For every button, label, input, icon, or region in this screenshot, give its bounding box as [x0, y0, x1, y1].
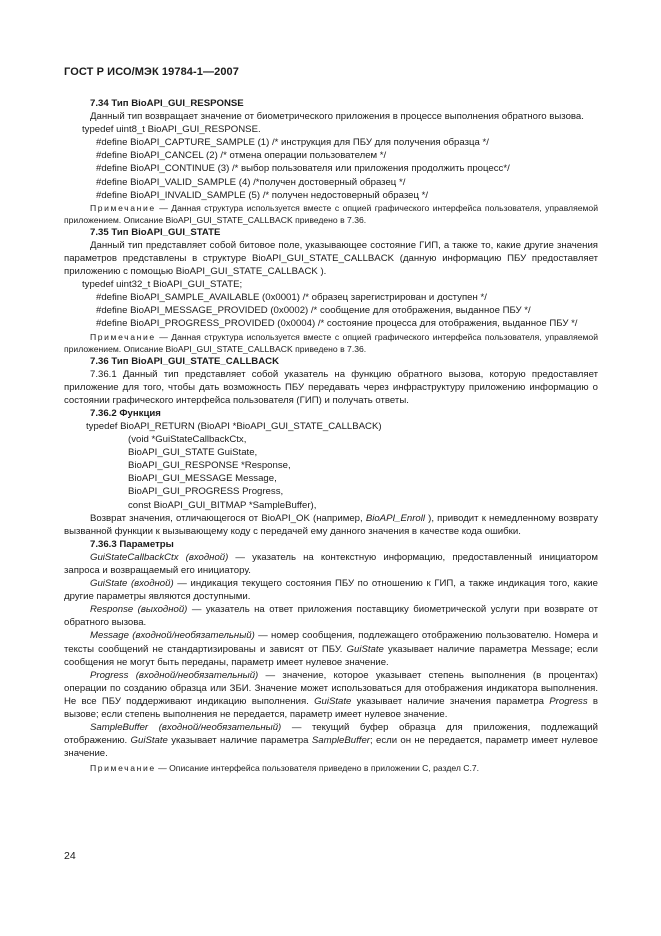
param-desc: — указатель на ответ приложения поставщику биометрической услуги при возврате от обратного вызова.: [64, 604, 598, 629]
define-line: #define BioAPI_INVALID_SAMPLE (5) /* получен недостоверный образец */: [96, 189, 429, 201]
param-line: (void *GuiStateCallbackCtx,: [128, 434, 247, 446]
param-desc: — текущий буфер образца для приложения, подлежащий отображению.: [64, 722, 599, 747]
define-line: #define BioAPI_CANCEL (2) /* отмена операции пользователем */: [96, 150, 387, 162]
param-message: [64, 629, 598, 668]
param-name: Response (выходной): [90, 604, 188, 616]
note-label: Примечание: [90, 763, 156, 774]
return-value-text: [64, 512, 598, 538]
page-number: 24: [64, 850, 76, 862]
typedef-gui-response: typedef uint8_t BioAPI_GUI_RESPONSE.: [82, 124, 261, 136]
text-run-italic: GuiState: [314, 695, 352, 707]
page-body: [64, 97, 598, 774]
text-run-italic: GuiState: [346, 643, 384, 655]
param-progress: [64, 669, 598, 721]
text-run: Возврат значения, отличающегося от BioAPI_OK (например,: [90, 512, 366, 524]
param-line: BioAPI_GUI_RESPONSE *Response,: [128, 460, 291, 472]
define-line: #define BioAPI_CONTINUE (3) /* выбор пользователя или приложения продолжить процесс*/: [96, 163, 510, 175]
section-7-35-heading: 7.35 Тип BioAPI_GUI_STATE: [90, 226, 221, 238]
define-line: #define BioAPI_CAPTURE_SAMPLE (1) /* инструкция для ПБУ для получения образца */: [96, 137, 489, 149]
section-7-34-heading: 7.34 Тип BioAPI_GUI_RESPONSE: [90, 98, 244, 109]
text-run: ), приводит к немедленному возврату вызванной функции к вызывающему коду с передачей ему данного значения в качестве кода ошибки.: [64, 512, 598, 537]
param-desc: в вызове; если степень выполнения не передается, параметр имеет нулевое значение.: [64, 695, 598, 721]
param-desc: — указатель на контекстную информацию, предоставленный инициатором запроса и возвращаемый его инициатору.: [64, 551, 598, 576]
param-desc: — значение, которое указывает степень выполнения (в процентах) операции по созданию образца или ЗБИ. Значение может использоваться для отображения индикатора выполнения. Не все ПБУ поддерживают индикацию выполнения.: [64, 669, 599, 707]
param-desc: указывает наличие параметра Message; если сообщения не могут быть переданы, параметр имеет нулевое значение.: [64, 643, 598, 668]
param-name: GuiStateCallbackCtx (входной): [90, 551, 229, 563]
param-name: SampleBuffer (входной/необязательный): [90, 722, 282, 734]
param-sample-buffer: [64, 721, 598, 760]
define-line: #define BioAPI_MESSAGE_PROVIDED (0x0002) /* сообщение для отображения, выданное ПБУ */: [96, 305, 531, 317]
param-name: GuiState (входной): [90, 578, 174, 590]
param-gui-state-callback-ctx: [64, 551, 598, 577]
param-desc: указывает наличие параметра: [167, 735, 312, 747]
note-7-35: [64, 331, 598, 355]
param-desc: — номер сообщения, подлежащего отображению пользователю. Номера и тексты сообщений не стандартизированы и зависят от ПБУ.: [64, 630, 599, 655]
note-text: — Данная структура используется вместе с опцией графического интерфейса пользователя, управляемой приложением. Описание BioAPI_GUI_STATE_CALLBACK приведено в 7.36.: [64, 331, 598, 354]
text-run-italic: BioAPI_Enroll: [365, 512, 426, 524]
section-7-34-text: Данный тип возвращает значение от биометрического приложения в процессе выполнения обратного вызова.: [90, 111, 584, 123]
section-7-35-text: Данный тип представляет собой битовое поле, указывающее состояние ГИП, а также то, какие другие значения параметров представлены в структуре BioAPI_GUI_STATE_CALLBACK (данную информацию ПБУ предоставляет приложению с помощью BioAPI_GUI_STATE_CALLBACK ).: [64, 239, 598, 278]
param-line: BioAPI_GUI_MESSAGE Message,: [128, 473, 277, 485]
param-name: Progress (входной/необязательный): [90, 669, 259, 681]
section-7-36-1-text: 7.36.1 Данный тип представляет собой указатель на функцию обратного вызова, которую предоставляет приложение для того, чтобы дать возможность ПБУ передавать через инфраструктуру приложению информацию о состоянии графического интерфейса пользователя (ГИП) и получать ответы.: [64, 368, 598, 406]
param-line: const BioAPI_GUI_BITMAP *SampleBuffer),: [128, 499, 317, 511]
param-line: BioAPI_GUI_STATE GuiState,: [128, 447, 258, 459]
param-name: Message (входной/необязательный): [90, 630, 255, 642]
param-gui-state: [64, 577, 598, 603]
param-response: [64, 603, 598, 629]
param-line: BioAPI_GUI_PROGRESS Progress,: [128, 486, 284, 498]
text-run-italic: Progress: [549, 695, 588, 707]
section-7-36-3-heading: 7.36.3 Параметры: [90, 538, 174, 550]
note-7-34: [64, 202, 598, 226]
param-desc: ; если он не передается, параметр имеет нулевое значение.: [64, 735, 598, 760]
standard-header: ГОСТ Р ИСО/МЭК 19784-1—2007: [64, 66, 239, 78]
note-7-36: [64, 762, 598, 774]
typedef-gui-state: typedef uint32_t BioAPI_GUI_STATE;: [82, 279, 243, 291]
define-line: #define BioAPI_VALID_SAMPLE (4) /*получен достоверный образец */: [96, 176, 406, 188]
section-7-36-2-heading: 7.36.2 Функция: [90, 407, 161, 419]
section-7-36-heading: 7.36 Тип BioAPI_GUI_STATE_CALLBACK: [90, 355, 280, 367]
note-label: Примечание: [90, 331, 156, 342]
note-text: — Описание интерфейса пользователя приведено в приложении С, раздел С.7.: [155, 763, 480, 774]
note-text: — Данная структура используется вместе с опцией графического интерфейса пользователя, управляемой приложением. Описание BioAPI_GUI_STATE_CALLBACK приведено в 7.36.: [64, 202, 598, 225]
typedef-callback: typedef BioAPI_RETURN (BioAPI *BioAPI_GUI_STATE_CALLBACK): [86, 420, 382, 432]
define-line: #define BioAPI_PROGRESS_PROVIDED (0x0004) /* состояние процесса для отображения, выданное ПБУ */: [96, 318, 578, 330]
text-run-italic: SampleBuffer: [311, 735, 370, 747]
param-desc: — индикация текущего состояния ПБУ по отношению к ГИП, а также индикация того, какие другие параметры являются доступными.: [64, 578, 598, 603]
define-line: #define BioAPI_SAMPLE_AVAILABLE (0x0001) /* образец зарегистрирован и доступен */: [96, 292, 487, 304]
text-run-italic: GuiState: [130, 735, 168, 747]
note-label: Примечание: [90, 202, 156, 213]
param-desc: указывает наличие значения параметра: [351, 695, 550, 707]
